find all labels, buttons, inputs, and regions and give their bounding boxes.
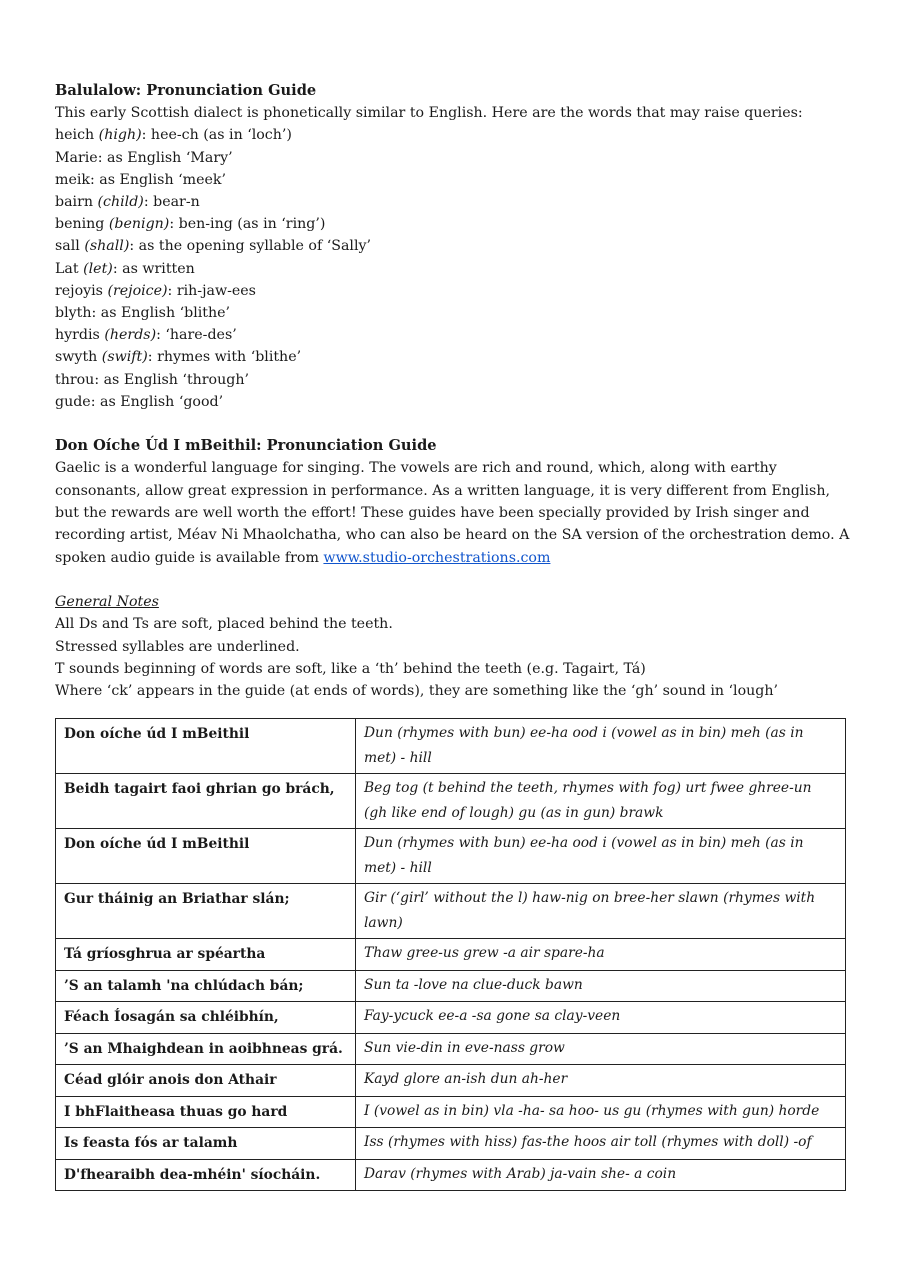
lyric-cell: I bhFlaitheasa thuas go hard — [56, 1096, 356, 1128]
pronunciation-cell: Iss (rhymes with hiss) fas-the hoos air toll (rhymes with doll) -of — [356, 1128, 846, 1160]
word-gloss: (benign) — [108, 216, 170, 233]
word-pronunciation: : rih-jaw-ees — [167, 282, 256, 299]
balulalow-word-entry — [55, 213, 850, 235]
word-pronunciation: : as English ‘blithe’ — [91, 305, 231, 322]
word-pronunciation: : hee-ch (as in ‘loch’) — [141, 127, 292, 144]
balulalow-heading: Balulalow: Pronunciation Guide — [55, 82, 317, 99]
table-row — [56, 719, 846, 774]
don-oiche-heading: Don Oíche Úd I mBeithil: Pronunciation Guide — [55, 437, 437, 455]
balulalow-word-entry — [55, 346, 850, 368]
table-row — [56, 1128, 846, 1160]
balulalow-word-entry — [55, 369, 850, 391]
lyric-cell: Don oíche úd I mBeithil — [56, 829, 356, 884]
word-gloss: (let) — [83, 260, 113, 277]
don-oiche-intro — [55, 457, 850, 569]
table-row — [56, 884, 846, 939]
word-pronunciation: : rhymes with ‘blithe’ — [147, 349, 302, 366]
balulalow-word-list — [55, 124, 850, 413]
balulalow-word-entry — [55, 324, 850, 346]
balulalow-word-entry — [55, 302, 850, 324]
word: Lat — [55, 260, 79, 277]
balulalow-word-entry — [55, 191, 850, 213]
pronunciation-table — [55, 718, 846, 1191]
balulalow-intro: This early Scottish dialect is phonetically similar to English. Here are the words that may raise queries: — [55, 105, 803, 122]
word: bening — [55, 216, 105, 233]
word-pronunciation: : as English ‘Mary’ — [97, 149, 233, 166]
word: hyrdis — [55, 327, 100, 344]
word: meik — [55, 171, 90, 188]
word: sall — [55, 238, 80, 255]
studio-orchestrations-link[interactable]: www.studio-orchestrations.com — [323, 549, 551, 566]
word: gude — [55, 393, 91, 410]
lyric-cell: Don oíche úd I mBeithil — [56, 719, 356, 774]
lyric-cell: Gur tháinig an Briathar slán; — [56, 884, 356, 939]
pronunciation-cell: Darav (rhymes with Arab) ja-vain she- a coin — [356, 1159, 846, 1191]
pronunciation-cell: Dun (rhymes with bun) ee-ha ood i (vowel as in bin) meh (as in met) - hill — [356, 829, 846, 884]
word-gloss: (shall) — [84, 238, 130, 255]
word-pronunciation: : as written — [112, 260, 195, 277]
balulalow-word-entry — [55, 147, 850, 169]
lyric-cell: Céad glóir anois don Athair — [56, 1065, 356, 1097]
word-pronunciation: : ‘hare-des’ — [156, 327, 237, 344]
pronunciation-cell: Sun ta -love na clue-duck bawn — [356, 970, 846, 1002]
table-row — [56, 829, 846, 884]
word-pronunciation: : bear-n — [143, 194, 200, 211]
pronunciation-cell: Sun vie-din in eve-nass grow — [356, 1033, 846, 1065]
pronunciation-cell: Fay-ycuck ee-a -sa gone sa clay-veen — [356, 1002, 846, 1034]
word-pronunciation: : as English ‘meek’ — [89, 171, 226, 188]
table-row — [56, 1033, 846, 1065]
word: heich — [55, 127, 95, 144]
word-gloss: (swift) — [101, 349, 148, 366]
pronunciation-cell: Thaw gree-us grew -a air spare-ha — [356, 939, 846, 971]
table-row — [56, 1065, 846, 1097]
word: rejoyis — [55, 282, 103, 299]
balulalow-word-entry — [55, 258, 850, 280]
lyric-cell: ’S an Mhaighdean in aoibhneas grá. — [56, 1033, 356, 1065]
lyric-cell: Tá gríosghrua ar spéartha — [56, 939, 356, 971]
word: Marie — [55, 149, 98, 166]
general-note: Where ‘ck’ appears in the guide (at ends of words), they are something like the ‘gh’ sound in ‘lough’ — [55, 683, 778, 700]
word: blyth — [55, 305, 92, 322]
word-gloss: (high) — [98, 127, 142, 144]
word: throu — [55, 371, 95, 388]
pronunciation-cell: Gir (‘girl’ without the l) haw-nig on bree-her slawn (rhymes with lawn) — [356, 884, 846, 939]
lyric-cell: Is feasta fós ar talamh — [56, 1128, 356, 1160]
balulalow-word-entry — [55, 280, 850, 302]
table-row — [56, 939, 846, 971]
word-gloss: (herds) — [104, 327, 157, 344]
word-pronunciation: : as English ‘good’ — [90, 393, 224, 410]
table-row — [56, 1096, 846, 1128]
document-page — [55, 80, 850, 1191]
lyric-cell: Féach Íosagán sa chléibhín, — [56, 1002, 356, 1034]
general-note: All Ds and Ts are soft, placed behind the teeth. — [55, 616, 393, 633]
balulalow-word-entry — [55, 235, 850, 257]
pronunciation-cell: I (vowel as in bin) vla -ha- sa hoo- us gu (rhymes with gun) horde — [356, 1096, 846, 1128]
pronunciation-cell: Kayd glore an-ish dun ah-her — [356, 1065, 846, 1097]
general-notes-heading: General Notes — [55, 594, 159, 611]
lyric-cell: Beidh tagairt faoi ghrian go brách, — [56, 774, 356, 829]
pronunciation-cell: Beg tog (t behind the teeth, rhymes with fog) urt fwee ghree-un (gh like end of lough) gu (as in gun) brawk — [356, 774, 846, 829]
balulalow-word-entry — [55, 124, 850, 146]
word-gloss: (rejoice) — [107, 282, 168, 299]
word-pronunciation: : as the opening syllable of ‘Sally’ — [129, 238, 372, 255]
word-gloss: (child) — [97, 194, 144, 211]
pronunciation-cell: Dun (rhymes with bun) ee-ha ood i (vowel as in bin) meh (as in met) - hill — [356, 719, 846, 774]
table-row — [56, 774, 846, 829]
word-pronunciation: : ben-ing (as in ‘ring’) — [169, 216, 326, 233]
general-note: Stressed syllables are underlined. — [55, 638, 300, 655]
balulalow-word-entry — [55, 391, 850, 413]
word-pronunciation: : as English ‘through’ — [94, 371, 249, 388]
don-oiche-intro-text: Gaelic is a wonderful language for singing. The vowels are rich and round, which, along with earthy consonants, allow great expression in performance. As a written language, it is very different from English, but the rewards are well worth the effort! These guides have been specially provided by Irish singer and recording artist, Méav Ni Mhaolchatha, who can also be heard on the SA version of the orchestration demo. A spoken audio guide is available from — [55, 460, 850, 566]
word: bairn — [55, 194, 93, 211]
table-row — [56, 970, 846, 1002]
table-row — [56, 1159, 846, 1191]
word: swyth — [55, 349, 98, 366]
lyric-cell: ’S an talamh 'na chlúdach bán; — [56, 970, 356, 1002]
table-row — [56, 1002, 846, 1034]
lyric-cell: D'fhearaibh dea-mhéin' síocháin. — [56, 1159, 356, 1191]
balulalow-word-entry — [55, 169, 850, 191]
general-note: T sounds beginning of words are soft, like a ‘th’ behind the teeth (e.g. Tagairt, Tá) — [55, 660, 646, 677]
